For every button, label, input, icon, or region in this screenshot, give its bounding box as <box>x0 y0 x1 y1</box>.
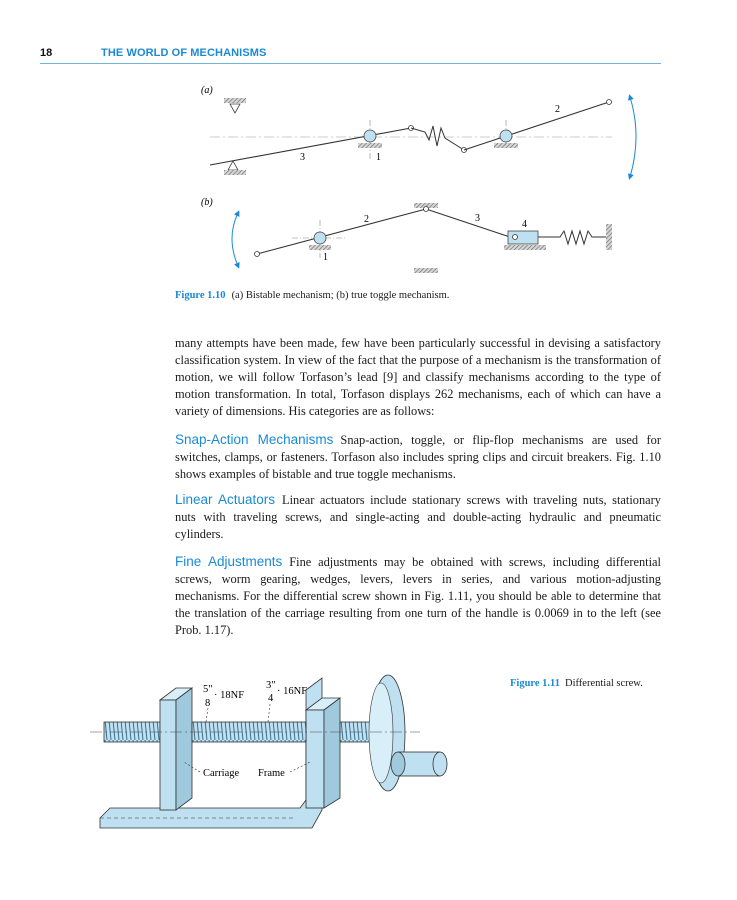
leader-line <box>268 704 270 722</box>
link-label: 1 <box>376 152 381 163</box>
running-title: THE WORLD OF MECHANISMS <box>101 47 267 59</box>
linear-actuators-text: Linear actuators include stationary screws with traveling nuts, stationary nuts with traveling screws, and single-acting and double-acting hydraulic and pneumatic cylinders. <box>175 493 661 541</box>
thread-right-num: 3" <box>266 680 276 691</box>
caption-text: Differential screw. <box>564 678 643 689</box>
section-heading-linear-actuators: Linear Actuators <box>175 492 275 507</box>
carriage-label: Carriage <box>203 768 240 779</box>
thread-right-den: 4 <box>268 693 274 704</box>
thread-left-den: 8 <box>205 698 211 709</box>
panel-a-label: (a) <box>201 85 213 96</box>
leader-line <box>206 708 208 722</box>
frame-body <box>100 678 322 828</box>
thread-left-spec: · 18NF <box>214 690 245 701</box>
handle-end <box>433 752 447 776</box>
caption-number: Figure 1.10 <box>175 290 226 301</box>
carriage-side <box>176 688 192 810</box>
caption-text: (a) Bistable mechanism; (b) true toggle mechanism. <box>231 290 450 301</box>
panel-b-label: (b) <box>201 197 213 208</box>
section-heading-snap-action: Snap-Action Mechanisms <box>175 432 334 447</box>
figure-1-11-caption <box>510 676 650 692</box>
section-heading-fine-adjustments: Fine Adjustments <box>175 554 283 569</box>
wheel-face <box>369 683 393 783</box>
frame-side <box>324 698 340 808</box>
carriage <box>160 700 176 810</box>
frame-upright <box>306 710 324 808</box>
fine-adjustments-text: Fine adjustments may be obtained with screws, including differential screws, worm gearing, wedges, levers, levers in series, and various motion-adjusting mechanisms. For the differential screw shown in Fig. 1.11, you should be able to determine that the translation of the carriage resulting from one turn of the handle is 0.0069 in to the left (see Prob. 1.17). <box>175 555 661 637</box>
link-label: 3 <box>475 213 480 224</box>
link-label: 4 <box>522 219 527 230</box>
link-label: 2 <box>364 214 369 225</box>
link-label: 2 <box>555 104 560 115</box>
caption-number: Figure 1.11 <box>510 678 560 689</box>
paragraph-intro: many attempts have been made, few have been particularly successful in devising a satisfactory classification system. In view of the fact that the purpose of a mechanism is the transformation of motion, we will follow Torfason’s lead [9] and classify mechanisms according to the type of motion transformation. In total, Torfason displays 262 mechanisms, each of which can have a variety of dimensions. His categories are as follows: <box>175 336 661 418</box>
thread-right-spec: · 16NF <box>277 686 308 697</box>
link-label: 3 <box>300 152 305 163</box>
page-number: 18 <box>40 47 53 59</box>
handle-base <box>391 752 405 776</box>
thread-left-num: 5" <box>203 684 213 695</box>
frame-label: Frame <box>258 768 285 779</box>
link-label: 1 <box>323 252 328 263</box>
screw-thread-middle <box>192 722 306 742</box>
snap-action-text: Snap-action, toggle, or flip-flop mechanisms are used for switches, clamps, or fasteners. Torfason also includes spring clips and circuit breakers. Fig. 1.10 shows examples of bistable and true toggle mechanisms. <box>175 433 661 481</box>
